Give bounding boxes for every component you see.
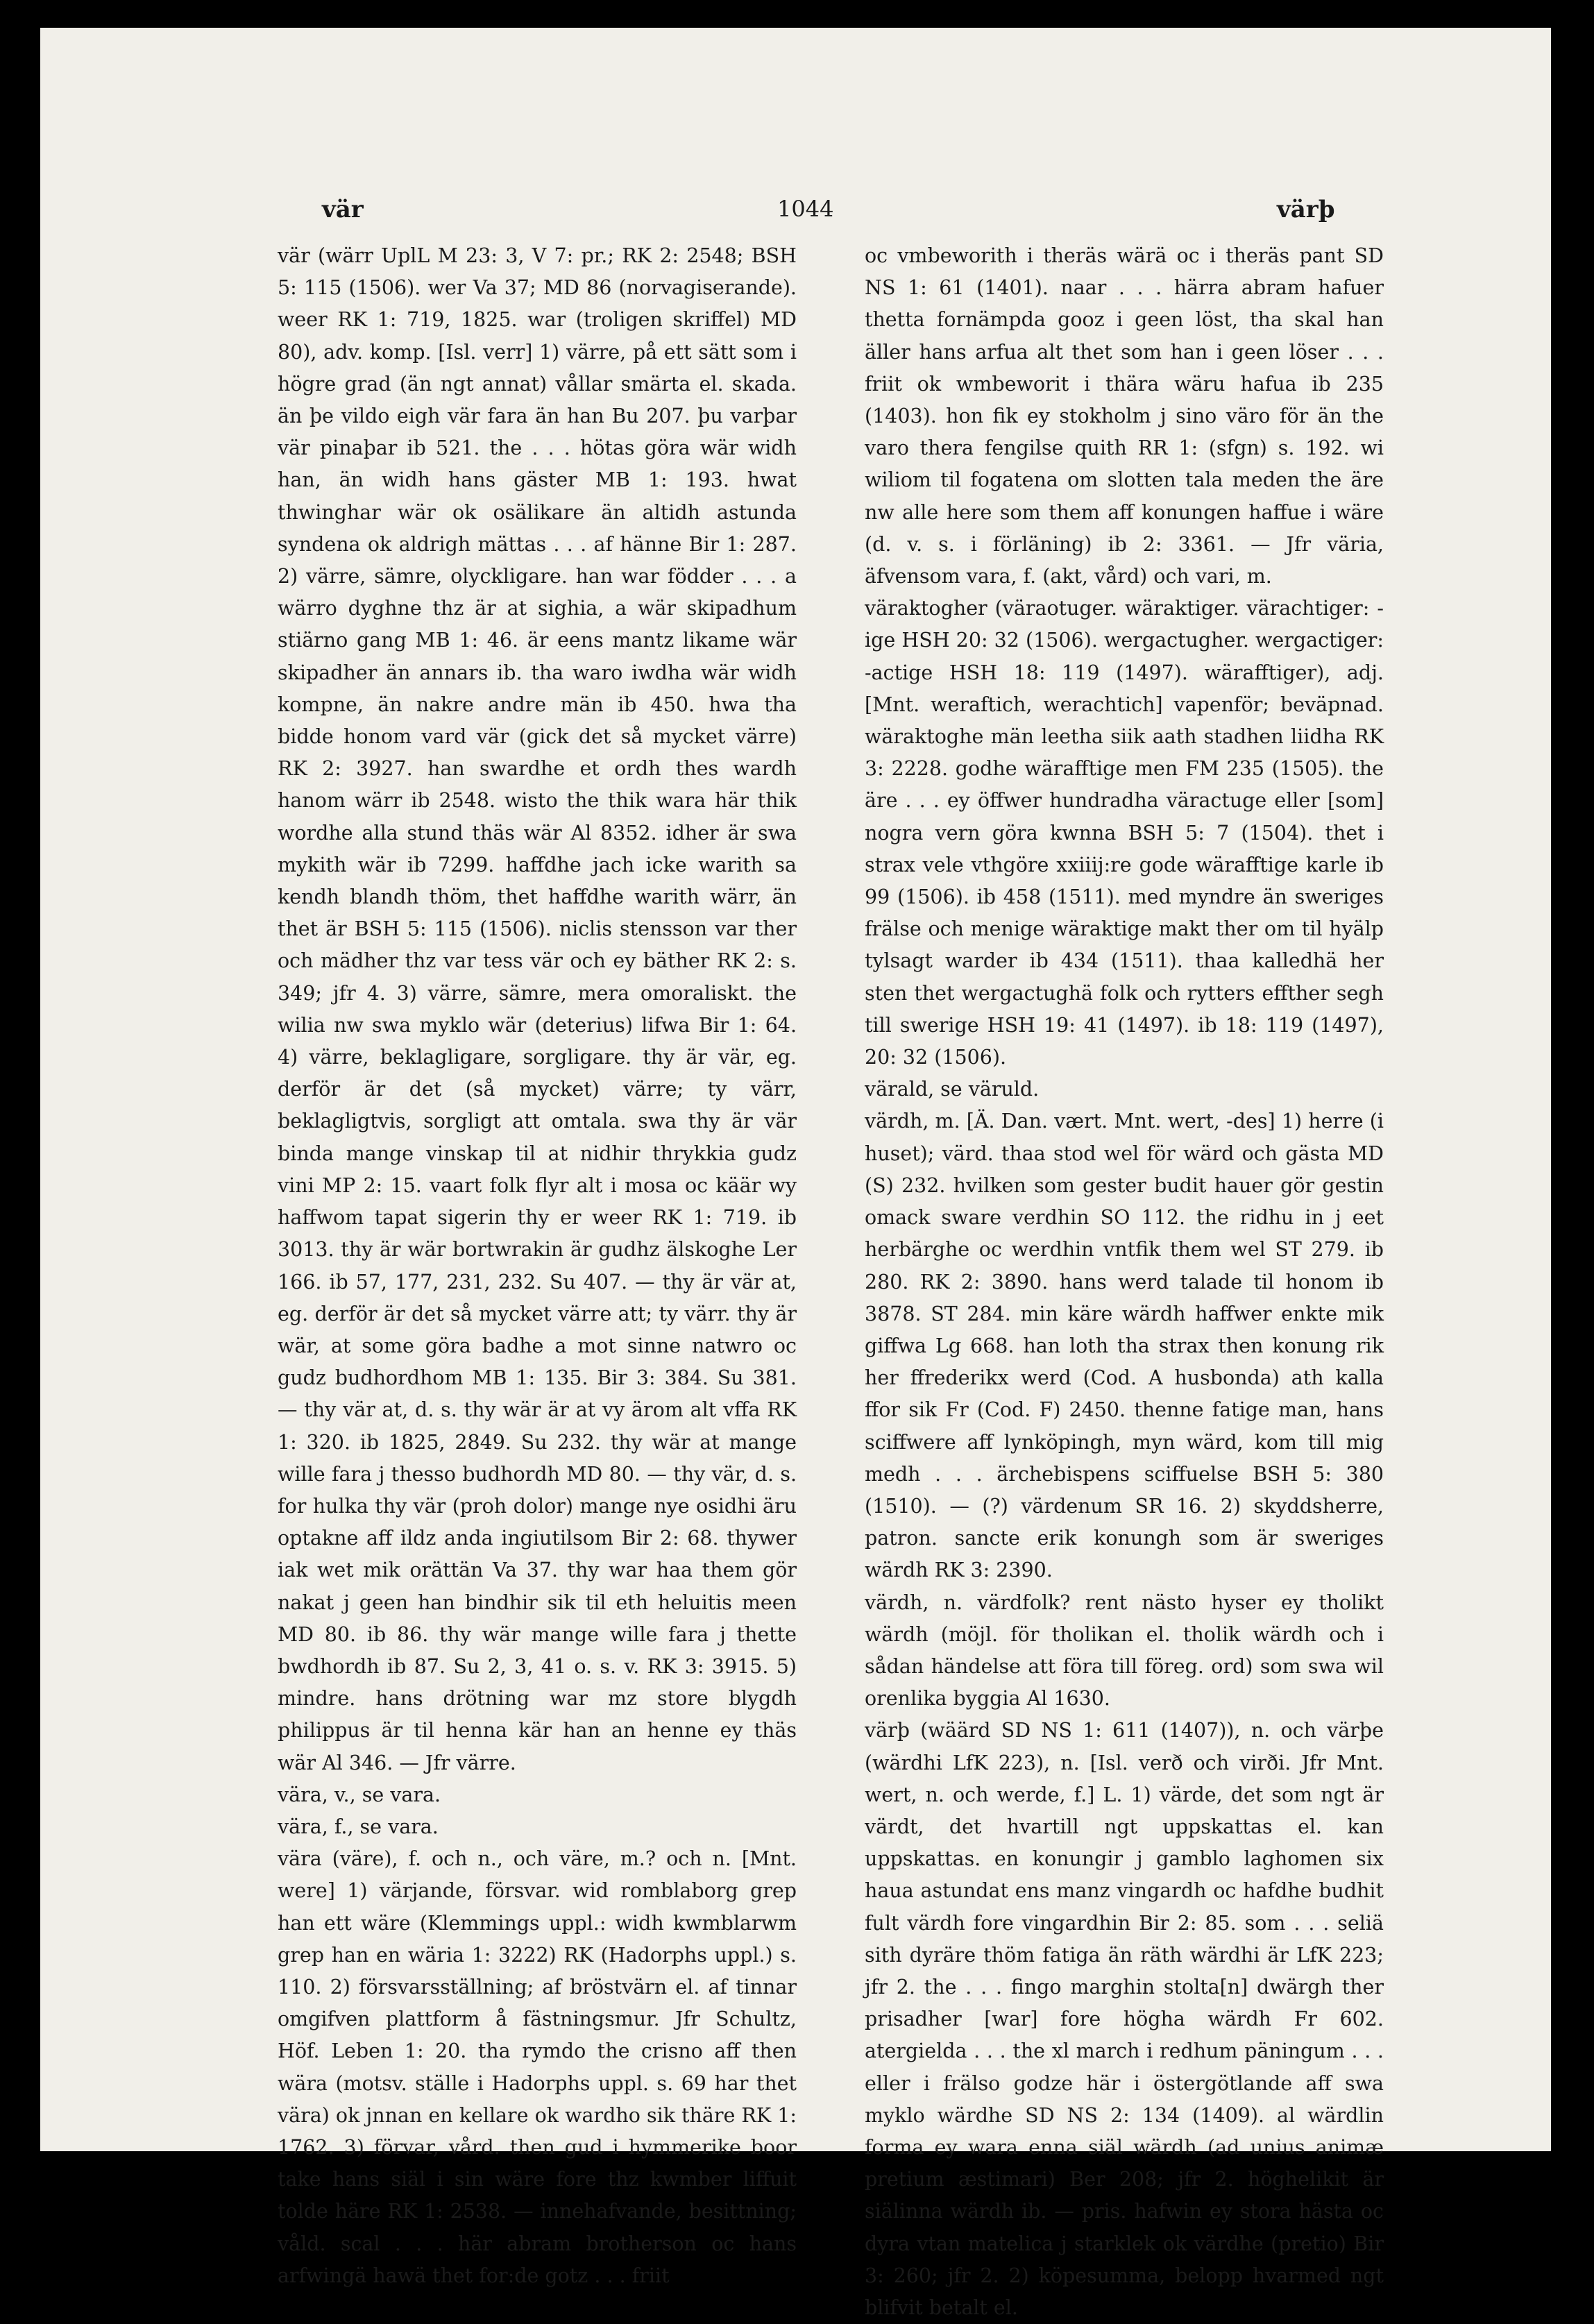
entry-vara-continued: oc vmbeworith i theräs wärä oc i theräs pant SD NS 1: 61 (1401). naar . . . härra abram hafuer thetta fornämpda gooz i geen löst, tha skal han äller hans arfua alt thet som han i geen löser . . . friit ok wmbeworit i thära wäru hafua ib 235 (1403). hon fik ey stokholm j sino väro för än the varo thera fengilse quith RR 1: (sfgn) s. 192. wi wiliom til fogatena om slotten tala meden the äre nw alle here som them aff konungen haffue i wäre (d. v. s. i förläning) ib 2: 3361. — Jfr väria, äfvensom vara, f. (akt, vård) och vari, m.	[865, 244, 1384, 588]
entry-vara-verb: vära, v., se vara.	[278, 1783, 441, 1806]
entry-varth: värþ (wäärd SD NS 1: 611 (1407)), n. och värþe (wärdhi LfK 223), n. [Isl. verð och virði. Jfr Mnt. wert, n. och werde, f.] L. 1) värde, det som ngt är värdt, det hvartill ngt uppskattas el. kan uppskattas. en konungir j gamblo laghomen six haua astundat ens manz vingardh oc hafdhe budhit fult värdh fore vingardhin Bir 2: 85. som . . . seliä sith dyräre thöm fatiga än räth wärdhi är LfK 223; jfr 2. the . . . fingo marghin stolta[n] dwärgh ther prisadher [war] fore högha wärdh Fr 602. atergielda . . . the xl march i redhum päningum . . . eller i frälso godze här i östergötlande aff swa myklo wärdhe SD NS 2: 134 (1409). al wärdlin forma ey wara enna siäl wärdh (ad unius animæ pretium æstimari) Ber 208; jfr 2. höghelikit är siälinna wärdh ib. — pris. hafwin ey stora hästa oc dyra vtan matelica j starklek ok värdhe (pretio) Bir 3: 260; jfr 2. 2) köpesumma, belopp hvarmed ngt blifvit betalt el.	[865, 1719, 1384, 2319]
running-headword-right: värþ	[1277, 196, 1335, 223]
entry-vardh-m: värdh, m. [Ä. Dan. vært. Mnt. wert, -des] 1) herre (i huset); värd. thaa stod wel för wärd och gästa MD (S) 232. hvilken som gester budit hauer gör gestin omack sware verdhin SO 112. the ridhu in j eet herbärghe oc werdhin vntfik them wel ST 279. ib 280. RK 2: 3890. hans werd talade til honom ib 3878. ST 284. min käre wärdh haffwer enkte mik giffwa Lg 668. han loth tha strax then konung rik her ffrederikx werd (Cod. A husbonda) ath kalla ffor sik Fr (Cod. F) 2450. thenne fatige man, hans sciffwere aff lynköpingh, myn wärd, kom till mig medh . . . ärchebispens sciffuelse BSH 5: 380 (1510). — (?) värdenum SR 16. 2) skyddsherre, patron. sancte erik konungh som är sweriges wärdh RK 3: 2390.	[865, 1110, 1384, 1582]
right-column	[865, 240, 1384, 2319]
entry-vara-vare: vära (väre), f. och n., och väre, m.? och n. [Mnt. were] 1) värjande, försvar. wid romblaborg grep han ett wäre (Klemmings uppl.: widh kwmblarwm grep han en wäria 1: 3222) RK (Hadorphs uppl.) s. 110. 2) försvarsställning; af bröstvärn el. af tinnar omgifven plattform å fästningsmur. Jfr Schultz, Höf. Leben 1: 20. tha rymdo the crisno aff then wära (motsv. ställe i Hadorphs uppl. s. 69 har thet vära) ok jnnan en kellare ok wardho sik thäre RK 1: 1762. 3) förvar, vård. then gud i hymmerike boor take hans siäl i sin wäre fore thz kwmber liffuit tolde häre RK 1: 2538. — innehafvande, besittning; våld. scal . . . här abram brotherson oc hans arfwingä hawä thet for:de gotz . . . friit	[278, 1847, 797, 2287]
entry-varaktogher: väraktogher (väraotuger. wäraktiger. värachtiger: -ige HSH 20: 32 (1506). wergactugher. wergactiger: -actige HSH 18: 119 (1497). wärafftiger), adj. [Mnt. weraftich, werachtich] vapenför; beväpnad. wäraktoghe män leetha siik aath stadhen liidha RK 3: 2228. godhe wärafftige men FM 235 (1505). the äre . . . ey öffwer hundradha väractuge eller [som] nogra vern göra kwnna BSH 5: 7 (1504). thet i strax vele vthgöre xxiiij:re gode wärafftige karle ib 99 (1506). ib 458 (1511). med myndre än sweriges frälse och menige wäraktige makt ther om til hyälp tylsagt warder ib 434 (1511). thaa kalledhä her sten thet wergactughä folk och rytters effther segh till swerige HSH 19: 41 (1497). ib 18: 119 (1497), 20: 32 (1506).	[865, 597, 1384, 1069]
entry-varald: värald, se väruld.	[865, 1078, 1040, 1101]
entry-vara-fem: vära, f., se vara.	[278, 1815, 439, 1838]
left-column	[278, 240, 797, 2287]
page-header	[278, 196, 1353, 237]
running-headword-left: vär	[322, 196, 364, 223]
entry-vardh-n: värdh, n. värdfolk? rent nästo hyser ey tholikt wärdh (möjl. för tholikan el. tholik wärdh och i sådan händelse att föra till föreg. ord) som swa wil orenlika byggia Al 1630.	[865, 1591, 1384, 1711]
page-number: 1044	[777, 196, 834, 222]
entry-var: vär (wärr UplL M 23: 3, V 7: pr.; RK 2: 2548; BSH 5: 115 (1506). wer Va 37; MD 86 (norvagiserande). weer RK 1: 719, 1825. war (troligen skriffel) MD 80), adv. komp. [Isl. verr] 1) värre, på ett sätt som i högre grad (än ngt annat) vållar smärta el. skada. än þe vildo eigh vär fara än han Bu 207. þu varþar vär pinaþar ib 521. the . . . hötas göra wär widh han, än widh hans gäster MB 1: 193. hwat thwinghar wär ok osälikare än altidh astunda syndena ok aldrigh mättas . . . af hänne Bir 1: 287. 2) värre, sämre, olyckligare. han war födder . . . a wärro dyghne thz är at sighia, a wär skipadhum stiärno gang MB 1: 46. är eens mantz likame wär skipadher än annars ib. tha waro iwdha wär widh kompne, än nakre andre män ib 450. hwa tha bidde honom vard vär (gick det så mycket värre) RK 2: 3927. han swardhe et ordh thes wardh hanom wärr ib 2548. wisto the thik wara här thik wordhe alla stund thäs wär Al 8352. idher är swa mykith wär ib 7299. haffdhe jach icke warith sa kendh blandh thöm, thet haffdhe warith wärr, än thet är BSH 5: 115 (1506). niclis stensson var ther och mädher thz var tess vär och ey bäther RK 2: s. 349; jfr 4. 3) värre, sämre, mera omoraliskt. the wilia nw swa myklo wär (deterius) lifwa Bir 1: 64. 4) värre, beklagligare, sorgligare. thy är vär, eg. derför är det (så mycket) värre; ty värr, beklagligtvis, sorgligt att omtala. swa thy är vär binda mange vinskap til at nidhir thrykkia gudz vini MP 2: 15. vaart folk flyr alt i mosa oc käär wy haffwom tapat sigerin thy er weer RK 1: 719. ib 3013. thy är wär bortwrakin är gudhz älskoghe Ler 166. ib 57, 177, 231, 232. Su 407. — thy är vär at, eg. derför är det så mycket värre att; ty värr. thy är wär, at some göra badhe a mot sinne natwro oc gudz budhordhom MB 1: 135. Bir 3: 384. Su 381. — thy vär at, d. s. thy wär är at vy ärom alt vffa RK 1: 320. ib 1825, 2849. Su 232. thy wär at mange wille fara j thesso budhordh MD 80. — thy vär, d. s. for hulka thy vär (proh dolor) mange nye osidhi äru optakne aff ildz anda ingiutilsom Bir 2: 68. thywer iak wet mik orättän Va 37. thy war haa them gör nakat j geen han bindhir sik til eth heluitis meen MD 80. ib 86. thy wär mange wille fara j thette bwdhordh ib 87. Su 2, 3, 41 o. s. v. RK 3: 3915. 5) mindre. hans drötning war mz store blygdh philippus är til henna kär han an henne ey thäs wär Al 346. — Jfr värre.	[278, 244, 797, 1774]
